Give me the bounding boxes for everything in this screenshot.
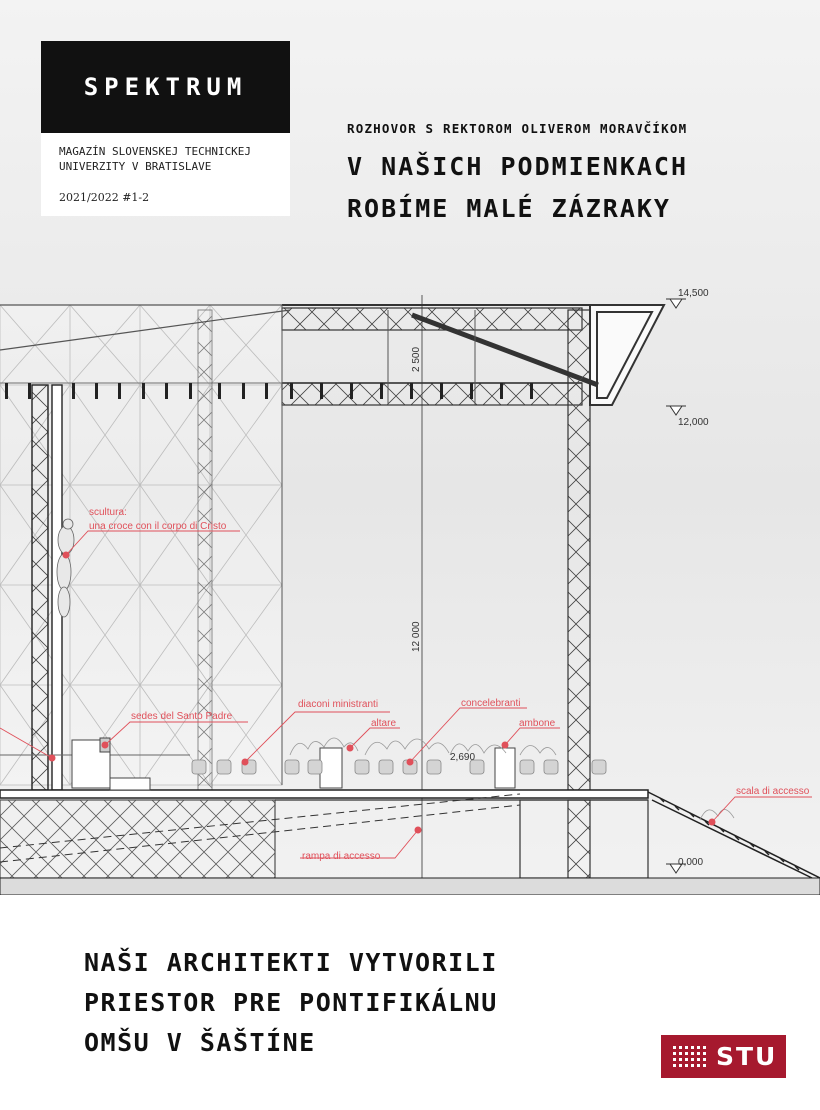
dot-grid-icon bbox=[673, 1046, 707, 1068]
masthead-subtitle: MAGAZÍN SLOVENSKEJ TECHNICKEJ UNIVERZITY V BRATISLAVE bbox=[59, 145, 252, 173]
chairs bbox=[192, 760, 606, 774]
feature-headline bbox=[84, 943, 498, 1063]
platform-dimension-label: 2,690 bbox=[450, 752, 476, 763]
feature-line-3: OMŠU V ŠAŠTÍNE bbox=[84, 1028, 316, 1057]
cover-story-kicker: ROZHOVOR S REKTOROM OLIVEROM MORAVČÍKOM bbox=[347, 121, 688, 136]
masthead bbox=[41, 41, 290, 216]
level-ground-label: 0,000 bbox=[678, 857, 704, 868]
annotation-diaconi: diaconi ministranti bbox=[298, 699, 379, 710]
annotation-altare: altare bbox=[371, 718, 397, 729]
lower-truss bbox=[0, 800, 648, 878]
logo-text: STU bbox=[716, 1042, 778, 1071]
annotation-ambone: ambone bbox=[519, 718, 556, 729]
annotation-scala: scala di accesso bbox=[736, 786, 810, 797]
headline-line-2: ROBÍME MALÉ ZÁZRAKY bbox=[347, 194, 671, 223]
level-mid-label: 12,000 bbox=[678, 417, 709, 428]
level-markers bbox=[666, 299, 686, 873]
left-tower bbox=[32, 385, 62, 790]
feature-line-2: PRIESTOR PRE PONTIFIKÁLNU bbox=[84, 988, 498, 1017]
right-tower bbox=[568, 310, 590, 790]
total-height-label: 12 000 bbox=[411, 621, 422, 652]
annotation-scultura-desc: una croce con il corpo di Cristo bbox=[89, 521, 227, 532]
annotation-sedes: sedes del Santo Padre bbox=[131, 711, 233, 722]
feature-line-1: NAŠI ARCHITEKTI VYTVORILI bbox=[84, 948, 498, 977]
stu-logo bbox=[661, 1035, 786, 1078]
level-top-label: 14,500 bbox=[678, 288, 709, 299]
issue-number: 2021/2022 #1-2 bbox=[59, 191, 150, 204]
annotation-scultura-title: scultura: bbox=[89, 507, 127, 518]
headline-line-1: V NAŠICH PODMIENKACH bbox=[347, 152, 689, 181]
cover-story-headline bbox=[347, 146, 688, 230]
annotation-rampa: rampa di accesso bbox=[302, 851, 381, 862]
masthead-brand-block bbox=[41, 41, 290, 133]
ground-line bbox=[0, 878, 820, 895]
annotation-concelebranti: concelebranti bbox=[461, 698, 521, 709]
brand-title: SPEKTRUM bbox=[83, 73, 248, 101]
truss-height-label: 2 500 bbox=[411, 346, 422, 372]
